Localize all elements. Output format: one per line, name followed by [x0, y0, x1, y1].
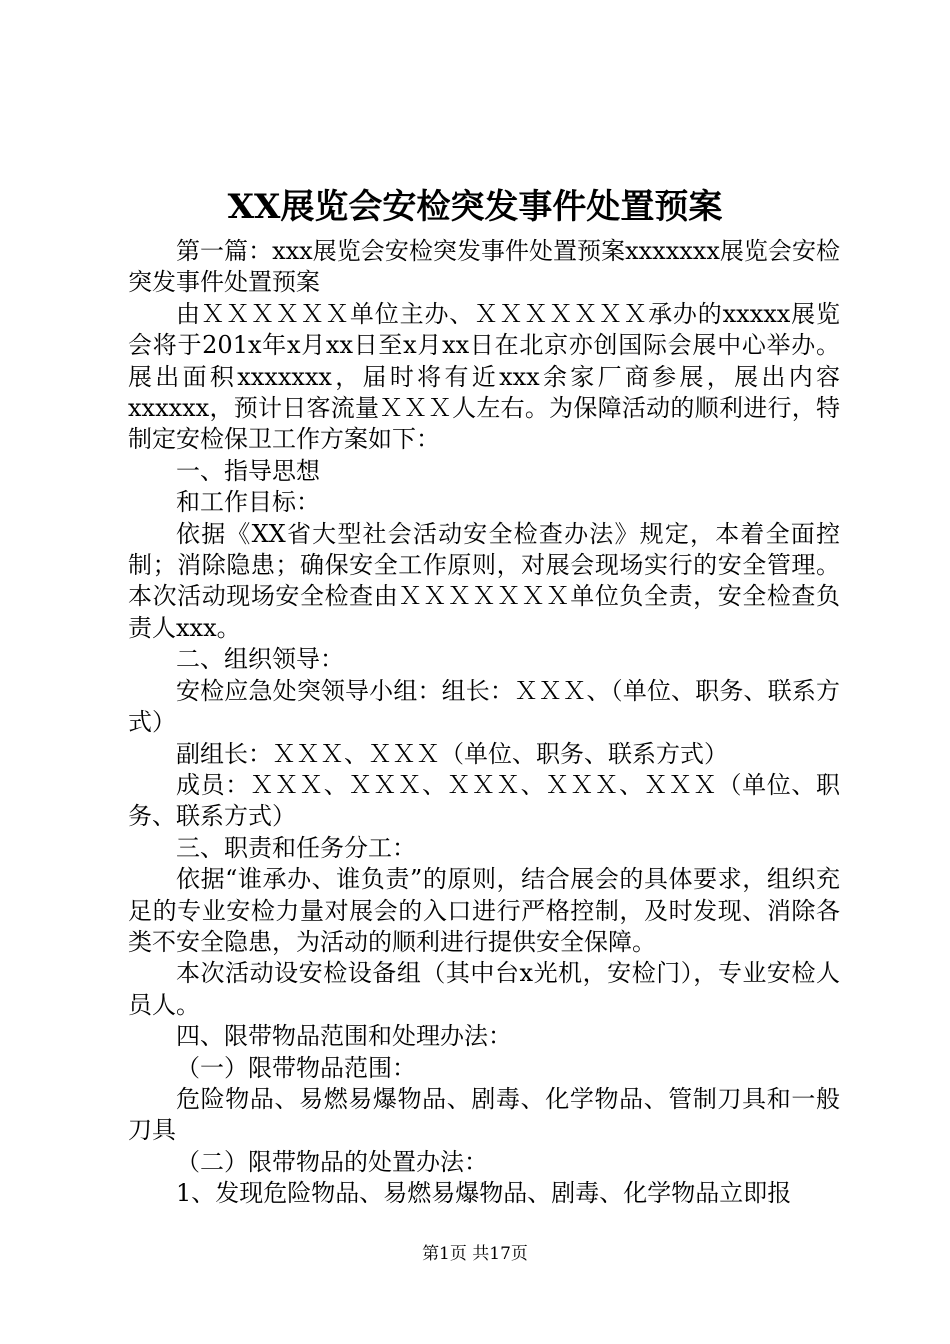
section-heading: 三、职责和任务分工：: [176, 833, 416, 862]
section-heading: 一、指导思想: [176, 456, 320, 485]
document-title: XX展览会安检突发事件处置预案: [227, 187, 723, 227]
paragraph: 安检应急处突领导小组：组长：ＸＸＸ、（单位、职务、联系方式）: [128, 676, 840, 737]
paragraph: 成员：ＸＸＸ、ＸＸＸ、ＸＸＸ、ＸＸＸ、ＸＸＸ（单位、职务、联系方式）: [128, 770, 840, 831]
section-heading: 二、组织领导：: [176, 645, 344, 674]
paragraph: 1、发现危险物品、易燃易爆物品、剧毒、化学物品立即报: [176, 1179, 792, 1208]
subsection-heading: （一）限带物品范围：: [176, 1053, 416, 1082]
document-body: [128, 236, 840, 1210]
paragraph: 依据《XX省大型社会活动安全检查办法》规定，本着全面控制；消除隐患；确保安全工作原则，对展会现场实行的安全管理。本次活动现场安全检查由ＸＸＸＸＸＸＸ单位负全责，安全检查负责人xxx。: [128, 519, 840, 642]
paragraph: 第一篇：xxx展览会安检突发事件处置预案xxxxxxx展览会安检突发事件处置预案: [128, 237, 840, 297]
paragraph: 副组长：ＸＸＸ、ＸＸＸ（单位、职务、联系方式）: [176, 739, 728, 768]
paragraph: 依据“谁承办、谁负责”的原则，结合展会的具体要求，组织充足的专业安检力量对展会的入口进行严格控制，及时发现、消除各类不安全隐患，为活动的顺利进行提供安全保障。: [128, 865, 840, 956]
section-heading: 四、限带物品范围和处理办法：: [176, 1022, 512, 1051]
paragraph: 由ＸＸＸＸＸＸ单位主办、ＸＸＸＸＸＸＸ承办的xxxxx展览会将于201x年x月xx日至x月xx日在北京亦创国际会展中心举办。展出面积xxxxxxx，届时将有近xxx余家厂商参展，展出内容xxxxxx，预计日客流量ＸＸＸ人左右。为保障活动的顺利进行，特制定安检保卫工作方案如下：: [128, 299, 840, 454]
page-number-footer: 第1页 共17页: [422, 1244, 528, 1264]
paragraph: 危险物品、易燃易爆物品、剧毒、化学物品、管制刀具和一般刀具: [128, 1084, 840, 1145]
paragraph: 本次活动设安检设备组（其中台x光机，安检门），专业安检人员人。: [128, 959, 840, 1019]
subsection-heading: （二）限带物品的处置办法：: [176, 1147, 488, 1176]
section-heading: 和工作目标：: [176, 488, 320, 517]
